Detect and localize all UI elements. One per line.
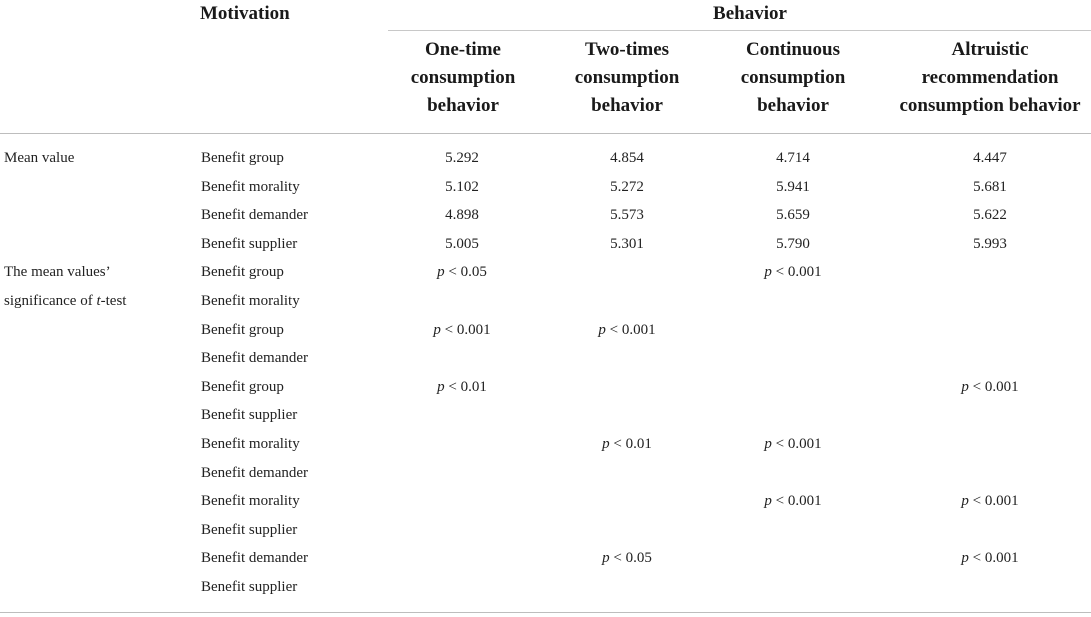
mean-row-label: Benefit group — [201, 150, 284, 166]
mean-row-label: Benefit morality — [201, 178, 300, 195]
header-col-2 — [552, 36, 702, 120]
p-threshold: < 0.01 — [609, 436, 652, 452]
section-ttest-line-1: The mean values’ — [4, 264, 111, 280]
mean-value-cell: 4.898 — [445, 207, 479, 224]
p-value-cell — [920, 377, 1060, 397]
ttest-label-post: -test — [100, 293, 127, 309]
mean-value-cell: 5.301 — [610, 235, 644, 252]
ttest-row-label-1: Benefit demander — [201, 550, 309, 567]
ttest-row-label-2: Benefit demander — [201, 464, 309, 481]
p-threshold: < 0.001 — [771, 264, 822, 281]
p-threshold: < 0.001 — [440, 321, 491, 338]
p-threshold: < 0.001 — [771, 436, 822, 452]
mean-value-cell: 5.941 — [776, 178, 810, 195]
ttest-row-label-1: Benefit group — [201, 264, 284, 281]
p-symbol: p — [764, 493, 772, 510]
header-motivation: Motivation — [200, 3, 290, 24]
header-col-3 — [718, 36, 868, 120]
p-symbol: p — [602, 436, 610, 452]
p-symbol: p — [961, 378, 969, 395]
p-symbol: p — [961, 493, 969, 510]
p-value-cell — [920, 491, 1060, 511]
p-value-cell — [557, 320, 697, 340]
p-threshold: < 0.001 — [968, 378, 1019, 395]
mean-value-cell: 5.573 — [610, 207, 644, 224]
header-col-1-line-3: behavior — [427, 95, 499, 116]
mean-row-label: Benefit supplier — [201, 235, 298, 252]
header-col-4-line-1: Altruistic — [951, 39, 1029, 60]
mean-value-cell: 5.790 — [776, 235, 810, 252]
p-symbol: p — [437, 378, 445, 395]
ttest-label-pre: significance of — [4, 293, 97, 309]
ttest-row-label-2: Benefit supplier — [201, 407, 298, 424]
behavior-underline — [388, 30, 1091, 31]
ttest-row-label-1: Benefit group — [201, 321, 284, 338]
mean-value-cell: 5.005 — [445, 235, 479, 252]
p-threshold: < 0.001 — [968, 493, 1019, 510]
mean-value-cell: 5.102 — [445, 178, 479, 195]
ttest-row-label-1: Benefit morality — [201, 436, 300, 452]
mean-value-cell: 5.622 — [973, 207, 1007, 224]
p-symbol: p — [961, 550, 969, 567]
mean-value-cell: 4.854 — [610, 150, 644, 166]
ttest-row-label-2: Benefit morality — [201, 293, 300, 309]
ttest-row-label-1: Benefit group — [201, 378, 284, 395]
header-col-4-line-2: recommendation — [921, 67, 1059, 88]
p-value-cell — [392, 377, 532, 397]
mean-value-cell: 5.272 — [610, 178, 644, 195]
section-ttest-line-2 — [4, 291, 126, 311]
mean-value-cell: 5.659 — [776, 207, 810, 224]
ttest-row-label-2: Benefit supplier — [201, 579, 298, 595]
p-threshold: < 0.001 — [605, 321, 656, 338]
header-col-4 — [891, 36, 1089, 120]
ttest-row-label-2: Benefit demander — [201, 350, 309, 367]
mean-value-cell: 4.447 — [973, 150, 1007, 166]
p-value-cell — [920, 548, 1060, 568]
p-symbol: p — [598, 321, 606, 338]
p-symbol: p — [433, 321, 441, 338]
p-value-cell — [723, 434, 863, 454]
header-col-1 — [388, 36, 538, 120]
header-col-2-line-3: behavior — [591, 95, 663, 116]
p-threshold: < 0.05 — [444, 264, 487, 281]
header-col-1-line-2: consumption — [410, 67, 516, 88]
header-col-3-line-3: behavior — [757, 95, 829, 116]
header-behavior: Behavior — [713, 3, 787, 24]
p-threshold: < 0.05 — [609, 550, 652, 567]
header-bottom-rule — [0, 133, 1091, 134]
mean-value-cell: 5.993 — [973, 235, 1007, 252]
p-value-cell — [723, 262, 863, 282]
mean-value-cell: 5.681 — [973, 178, 1007, 195]
section-mean-value: Mean value — [4, 150, 75, 166]
header-col-3-line-2: consumption — [740, 67, 846, 88]
p-threshold: < 0.001 — [968, 550, 1019, 567]
mean-value-cell: 5.292 — [445, 150, 479, 166]
mean-row-label: Benefit demander — [201, 207, 309, 224]
p-threshold: < 0.01 — [444, 378, 487, 395]
ttest-label-t: t — [96, 293, 101, 309]
ttest-row-label-1: Benefit morality — [201, 493, 300, 510]
p-threshold: < 0.001 — [771, 493, 822, 510]
p-symbol: p — [764, 264, 772, 281]
p-value-cell — [557, 434, 697, 454]
header-col-1-line-1: One-time — [425, 39, 501, 60]
header-col-4-line-3: consumption behavior — [899, 95, 1081, 116]
p-symbol: p — [602, 550, 610, 567]
header-col-2-line-2: consumption — [574, 67, 680, 88]
p-value-cell — [557, 548, 697, 568]
p-value-cell — [392, 320, 532, 340]
p-symbol: p — [437, 264, 445, 281]
p-symbol: p — [764, 436, 772, 452]
mean-value-cell: 4.714 — [776, 150, 810, 166]
ttest-row-label-2: Benefit supplier — [201, 521, 298, 538]
p-value-cell — [723, 491, 863, 511]
table-bottom-rule — [0, 612, 1091, 613]
p-value-cell — [392, 262, 532, 282]
header-col-2-line-1: Two-times — [584, 39, 670, 60]
header-col-3-line-1: Continuous — [746, 39, 840, 60]
